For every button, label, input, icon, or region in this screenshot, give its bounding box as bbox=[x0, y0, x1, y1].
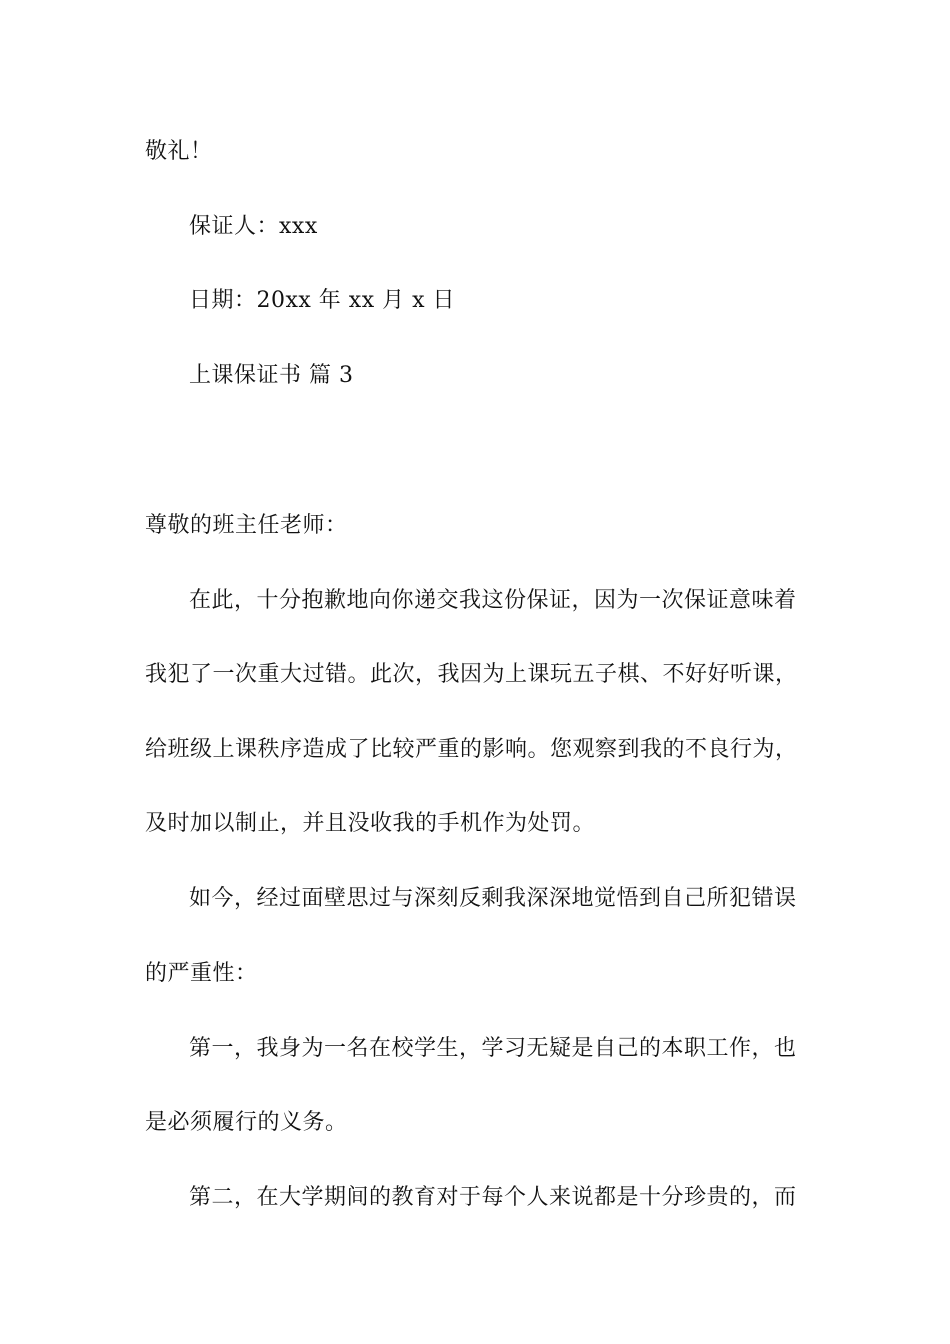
section-heading: 上课保证书 篇 3 bbox=[189, 363, 354, 388]
body-paragraph-line: 的严重性： bbox=[145, 961, 258, 986]
guarantor-line: 保证人：xxx bbox=[189, 214, 318, 239]
body-paragraph-line: 如今，经过面壁思过与深刻反剩我深深地觉悟到自己所犯错误 bbox=[189, 886, 797, 911]
body-paragraph-line: 我犯了一次重大过错。此次，我因为上课玩五子棋、不好好听课， bbox=[145, 662, 798, 687]
closing-salutation: 敬礼！ bbox=[145, 139, 213, 164]
body-paragraph-line: 是必须履行的义务。 bbox=[145, 1110, 348, 1135]
body-paragraph-line: 给班级上课秩序造成了比较严重的影响。您观察到我的不良行为， bbox=[145, 737, 798, 762]
greeting-line: 尊敬的班主任老师： bbox=[145, 513, 348, 538]
body-paragraph-line: 及时加以制止，并且没收我的手机作为处罚。 bbox=[145, 811, 596, 836]
body-paragraph-line: 在此，十分抱歉地向你递交我这份保证，因为一次保证意味着 bbox=[189, 588, 797, 613]
date-line: 日期：20xx 年 xx 月 x 日 bbox=[189, 288, 455, 313]
body-paragraph-line: 第二，在大学期间的教育对于每个人来说都是十分珍贵的，而 bbox=[189, 1185, 797, 1210]
body-paragraph-line: 第一，我身为一名在校学生，学习无疑是自己的本职工作，也 bbox=[189, 1036, 797, 1061]
